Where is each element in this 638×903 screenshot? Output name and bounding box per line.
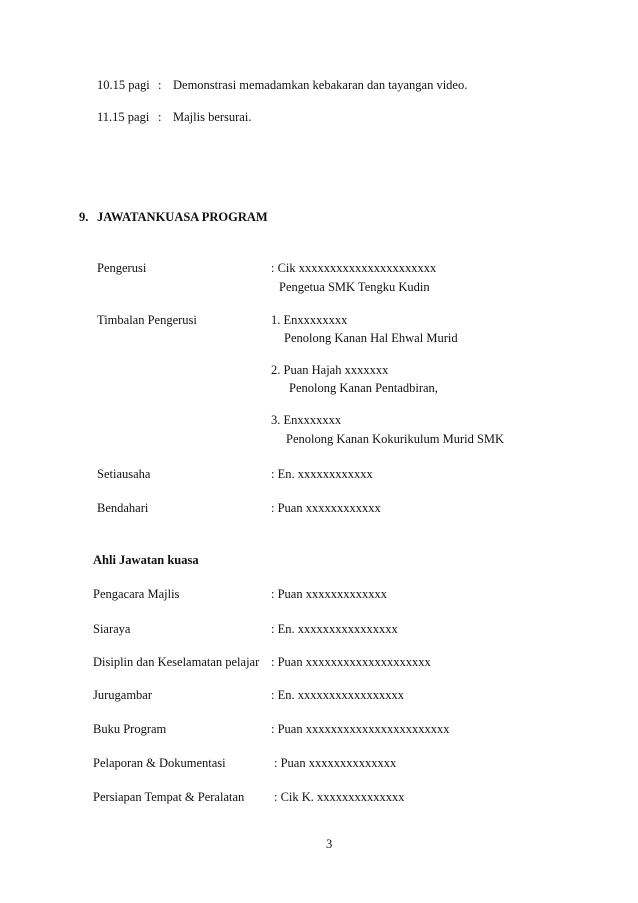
timbalan-member-2-role: Penolong Kanan Pentadbiran,	[289, 381, 438, 395]
ahli-row-6-label: Pelaporan & Dokumentasi	[93, 756, 226, 770]
bendahari-label: Bendahari	[97, 501, 149, 515]
ahli-row-3-value: : Puan xxxxxxxxxxxxxxxxxxxx	[271, 655, 431, 669]
ahli-row-2-value: : En. xxxxxxxxxxxxxxxx	[271, 622, 398, 636]
ahli-row-7-label: Persiapan Tempat & Peralatan	[93, 790, 245, 804]
ahli-row-4-value: : En. xxxxxxxxxxxxxxxxx	[271, 688, 404, 702]
ahli-row-1-value: : Puan xxxxxxxxxxxxx	[271, 587, 387, 601]
ahli-row-3-label: Disiplin dan Keselamatan pelajar	[93, 655, 260, 669]
schedule-activity-1: Demonstrasi memadamkan kebakaran dan tayangan video.	[173, 78, 468, 92]
page-number: 3	[326, 837, 333, 851]
schedule-separator-2: :	[158, 110, 162, 124]
schedule-time-2: 11.15 pagi	[97, 110, 150, 124]
timbalan-member-3-name: 3. Enxxxxxxx	[271, 413, 342, 427]
section-number: 9.	[79, 210, 89, 224]
ahli-heading: Ahli Jawatan kuasa	[93, 553, 199, 567]
ahli-row-7-value: : Cik K. xxxxxxxxxxxxxx	[274, 790, 405, 804]
setiausaha-value: : En. xxxxxxxxxxxx	[271, 467, 373, 481]
timbalan-label: Timbalan Pengerusi	[97, 313, 197, 327]
timbalan-member-1-name: 1. Enxxxxxxxx	[271, 313, 348, 327]
ahli-row-2-label: Siaraya	[93, 622, 131, 636]
pengerusi-label: Pengerusi	[97, 261, 147, 275]
ahli-row-1-label: Pengacara Majlis	[93, 587, 180, 601]
pengerusi-role: Pengetua SMK Tengku Kudin	[279, 280, 430, 294]
schedule-separator-1: :	[158, 78, 162, 92]
schedule-time-1: 10.15 pagi	[97, 78, 150, 92]
ahli-row-5-value: : Puan xxxxxxxxxxxxxxxxxxxxxxx	[271, 722, 450, 736]
ahli-row-4-label: Jurugambar	[93, 688, 153, 702]
schedule-activity-2: Majlis bersurai.	[173, 110, 252, 124]
timbalan-member-2-name: 2. Puan Hajah xxxxxxx	[271, 363, 389, 377]
bendahari-value: : Puan xxxxxxxxxxxx	[271, 501, 381, 515]
timbalan-member-3-role: Penolong Kanan Kokurikulum Murid SMK	[286, 432, 505, 446]
setiausaha-label: Setiausaha	[97, 467, 151, 481]
timbalan-member-1-role: Penolong Kanan Hal Ehwal Murid	[284, 331, 458, 345]
pengerusi-value: : Cik xxxxxxxxxxxxxxxxxxxxxx	[271, 261, 437, 275]
ahli-row-5-label: Buku Program	[93, 722, 167, 736]
section-title: JAWATANKUASA PROGRAM	[97, 210, 268, 224]
ahli-row-6-value: : Puan xxxxxxxxxxxxxx	[274, 756, 397, 770]
